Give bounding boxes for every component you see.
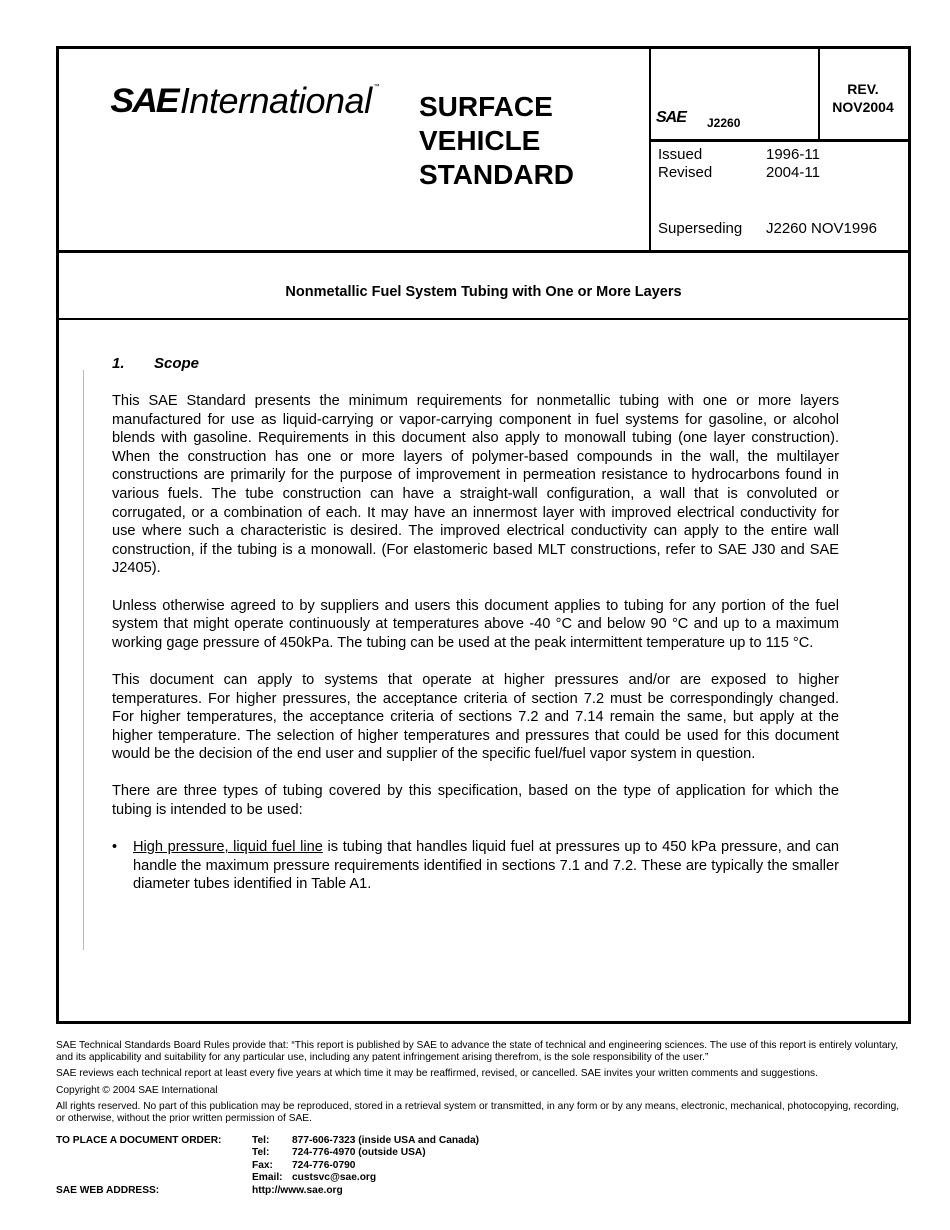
rev-column-divider — [818, 46, 820, 141]
web-label: SAE WEB ADDRESS: — [56, 1184, 160, 1196]
bullet-symbol: • — [112, 839, 118, 856]
header-divider — [56, 250, 908, 253]
rev-date: NOV2004 — [832, 99, 894, 115]
fax-value: 724-776-0790 — [292, 1159, 356, 1171]
document-type — [419, 90, 574, 192]
scope-body — [112, 392, 839, 894]
web-value[interactable]: http://www.sae.org — [252, 1184, 343, 1196]
superseding-value: J2260 NOV1996 — [766, 220, 877, 237]
footer-notices — [56, 1040, 910, 1130]
fax-label: Fax: — [252, 1159, 273, 1171]
logo-mark: SAE — [110, 82, 178, 120]
logo-trademark: ™ — [373, 84, 380, 90]
bullet-text: is tubing that handles liquid fuel at pressures up to 450 kPa pressure, and can handle the maximum pressure requirements identified in sections 7.1 and 7.2. These are typically the smaller diameter tubes identified in Table A1. — [133, 839, 839, 893]
doc-type-line-3: STANDARD — [419, 159, 575, 190]
issued-label: Issued — [658, 146, 703, 163]
section-number: 1. — [112, 355, 125, 372]
revision-box — [822, 80, 904, 116]
superseding-label: Superseding — [658, 220, 743, 237]
section-heading — [112, 355, 199, 372]
sae-international-logo — [110, 80, 380, 121]
document-number: J2260 — [707, 116, 741, 130]
small-sae-logo: SAE — [656, 109, 686, 126]
issued-value: 1996-11 — [766, 146, 820, 163]
logo-text: International — [179, 80, 372, 121]
revised-label: Revised — [658, 164, 713, 181]
rev-box-bottom — [649, 139, 908, 142]
footer-notice: SAE Technical Standards Board Rules provide that: “This report is published by SAE to advance the state of technical and engineering sciences. The use of this report is entirely voluntary, and its applicability and suitability for any particular use, including any patent infringement arising therefrom, is the sole responsibility of the user.” — [56, 1040, 899, 1063]
paragraph-2: Unless otherwise agreed to by suppliers and users this document applies to tubing for any portion of the fuel system that might operate continuously at temperatures above -40 °C and below 90 °C and up to a maximum working gage pressure of 450kPa. The tubing can be used at the peak intermittent temperature up to 115 °C. — [112, 597, 839, 651]
tel2-value: 724-776-4970 (outside USA) — [292, 1147, 426, 1159]
tel1-label: Tel: — [252, 1135, 270, 1146]
footer-rights: All rights reserved. No part of this publication may be reproduced, stored in a retrieval system or transmitted, in any form or by any means, electronic, mechanical, photocopying, recording, or otherwise, without the prior written permission of SAE. — [56, 1101, 900, 1124]
section-title: Scope — [154, 355, 200, 372]
bullet-item — [112, 838, 839, 894]
bullet-content — [133, 838, 839, 894]
paragraph-4: There are three types of tubing covered by this specification, based on the type of application for which the tubing is intended to be used: — [112, 783, 839, 819]
bullet-term: High pressure, liquid fuel line — [133, 839, 323, 856]
email-value: custsvc@sae.org — [292, 1172, 377, 1184]
footer-review: SAE reviews each technical report at least every five years at which time it may be reaffirmed, revised, or cancelled. SAE invites your written comments and suggestions. — [56, 1068, 818, 1080]
rev-label: REV. — [847, 81, 879, 97]
doc-type-line-1: SURFACE — [419, 91, 553, 122]
document-title: Nonmetallic Fuel System Tubing with One or More Layers — [285, 284, 682, 300]
revised-value: 2004-11 — [766, 164, 820, 181]
tel1-value: 877-606-7323 (inside USA and Canada) — [292, 1135, 480, 1146]
order-label: TO PLACE A DOCUMENT ORDER: — [56, 1135, 222, 1146]
doc-type-line-2: VEHICLE — [419, 125, 541, 156]
tel2-label: Tel: — [252, 1147, 270, 1159]
email-label: Email: — [252, 1172, 283, 1184]
change-bar — [83, 370, 84, 950]
header-column-divider — [649, 46, 651, 252]
footer-copyright: Copyright © 2004 SAE International — [56, 1084, 218, 1096]
paragraph-1: This SAE Standard presents the minimum requirements for nonmetallic tubing with one or more layers manufactured for use as liquid-carrying or vapor-carrying component in fuel systems for gasoline, or alcohol blends with gasoline. Requirements in this document also apply to monowall tubing (one layer construction). When the construction has one or more layers of polymer-based compounds in the wall, the multilayer constructions are primarily for the purpose of improvement in permeation resistance to hydrocarbons found in various fuels. The tube construction can have a straight-wall configuration, a wall that is convoluted or corrugated, or a combination of each. It may have an innermost layer with improved electrical conductivity for use where such a characteristic is desired. The improved electrical conductivity can apply to the entire wall construction, if the tubing is a monowall. (For elastomeric based MLT constructions, refer to SAE J30 and SAE J2405). — [112, 393, 839, 577]
title-divider — [56, 318, 908, 320]
paragraph-3: This document can apply to systems that operate at higher pressures and/or are exposed to higher temperatures. For higher pressures, the acceptance criteria of section 7.2 must be correspondingly changed. For higher temperatures, the acceptance criteria of sections 7.2 and 7.14 remain the same, but apply at the higher temperature. The selection of higher temperatures and pressures that could be used for this document would be the decision of the end user and supplier of the specific fuel/fuel vapor system in question. — [112, 671, 839, 763]
